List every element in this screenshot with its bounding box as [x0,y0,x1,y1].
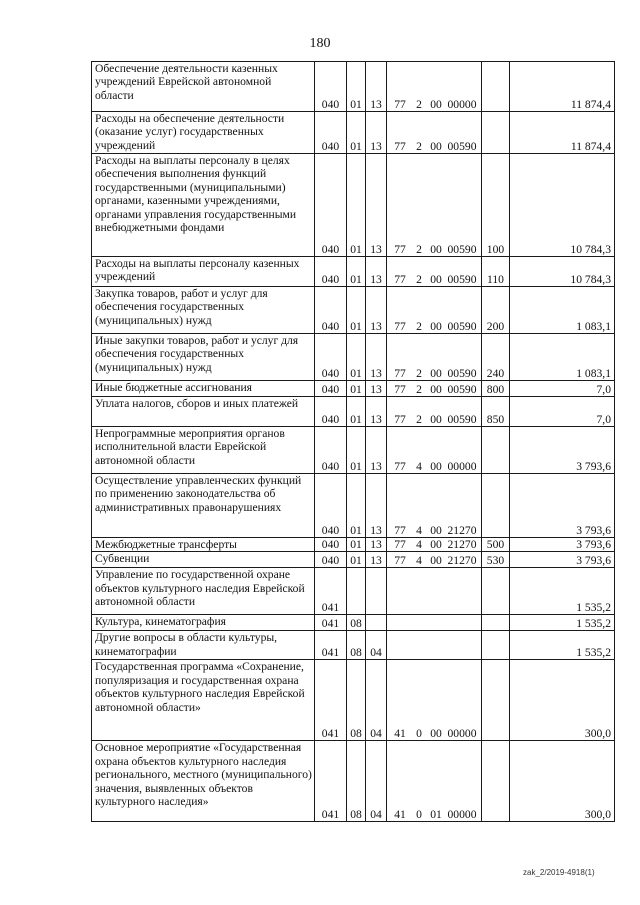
target-article-code [387,112,482,154]
target-subprogram-code: 2 [416,382,422,396]
row-name: Управление по государственной охране объектов культурного наследия Еврейской автономной области [92,568,315,615]
row-name: Межбюджетные трансферты [92,538,315,552]
target-main-code: 00 [430,366,442,380]
expense-type-code [482,427,510,474]
target-program-code: 77 [394,97,406,111]
subsection-code: 13 [366,538,387,552]
target-direction-code: 00590 [447,319,477,333]
subsection-code: 13 [366,552,387,568]
target-main-code: 01 [430,808,442,821]
row-name: Иные закупки товаров, работ и услуг для обеспечения государственных (муниципальных) нужд [92,334,315,381]
budget-table [91,61,615,822]
target-program-code: 77 [394,366,406,380]
expense-type-code: 530 [482,552,510,568]
target-main-code: 00 [430,459,442,473]
expense-type-code [482,62,510,112]
ministry-code: 040 [315,552,347,568]
subsection-code: 13 [366,397,387,427]
expense-type-code [482,660,510,741]
target-direction-code: 00590 [447,242,477,256]
subsection-code: 04 [366,660,387,741]
table-body [92,62,615,822]
target-article-code [387,615,482,631]
target-article-code [387,334,482,381]
ministry-code: 041 [315,660,347,741]
target-program-code: 77 [394,523,406,537]
subsection-code: 04 [366,741,387,822]
subsection-code: 13 [366,381,387,397]
amount-value: 3 793,6 [510,552,615,568]
section-code: 01 [347,397,366,427]
target-program-code: 77 [394,412,406,426]
ministry-code: 040 [315,397,347,427]
table-row [92,631,615,660]
target-main-code: 00 [430,242,442,256]
table-row [92,474,615,538]
target-program-code: 77 [394,554,406,567]
amount-value: 10 784,3 [510,154,615,257]
row-name: Обеспечение деятельности казенных учреждений Еврейской автономной области [92,62,315,112]
section-code: 08 [347,631,366,660]
amount-value: 300,0 [510,741,615,822]
table-row [92,62,615,112]
section-code: 01 [347,154,366,257]
target-direction-code: 21270 [447,523,477,537]
table-row [92,741,615,822]
target-article-code [387,381,482,397]
subsection-code: 13 [366,257,387,287]
target-main-code: 00 [430,97,442,111]
ministry-code: 040 [315,287,347,334]
subsection-code: 04 [366,631,387,660]
amount-value: 3 793,6 [510,474,615,538]
target-article-code [387,257,482,287]
target-article-code [387,631,482,660]
target-direction-code: 00590 [447,139,477,153]
amount-value: 10 784,3 [510,257,615,287]
amount-value: 1 535,2 [510,568,615,615]
target-direction-code: 00590 [447,366,477,380]
table-row [92,660,615,741]
target-article-code [387,287,482,334]
target-subprogram-code: 4 [416,523,422,537]
section-code: 08 [347,660,366,741]
ministry-code: 040 [315,62,347,112]
row-name: Иные бюджетные ассигнования [92,381,315,397]
target-direction-code: 00590 [447,412,477,426]
target-subprogram-code: 2 [416,366,422,380]
target-main-code: 00 [430,727,442,740]
section-code: 08 [347,741,366,822]
expense-type-code [482,615,510,631]
amount-value: 11 874,4 [510,62,615,112]
target-main-code: 00 [430,523,442,537]
ministry-code: 040 [315,154,347,257]
table-row [92,381,615,397]
page-number: 180 [309,36,331,51]
row-name: Закупка товаров, работ и услуг для обеспечения государственных (муниципальных) нужд [92,287,315,334]
amount-value: 1 083,1 [510,287,615,334]
ministry-code: 041 [315,615,347,631]
subsection-code: 13 [366,474,387,538]
target-subprogram-code: 2 [416,139,422,153]
table-row [92,257,615,287]
document-code: zak_2/2019-4918(1) [523,868,595,877]
target-main-code: 00 [430,272,442,286]
target-direction-code: 00000 [447,808,477,821]
ministry-code: 040 [315,474,347,538]
target-article-code [387,538,482,552]
target-article-code [387,568,482,615]
section-code: 01 [347,62,366,112]
section-code: 01 [347,287,366,334]
amount-value: 1 083,1 [510,334,615,381]
amount-value: 1 535,2 [510,615,615,631]
target-article-code [387,427,482,474]
target-article-code [387,741,482,822]
target-direction-code: 00000 [447,459,477,473]
ministry-code: 040 [315,427,347,474]
row-name: Расходы на выплаты персоналу казенных учреждений [92,257,315,287]
target-program-code: 77 [394,242,406,256]
section-code: 01 [347,257,366,287]
subsection-code: 13 [366,154,387,257]
table-row [92,552,615,568]
target-direction-code: 00000 [447,727,477,740]
section-code: 01 [347,381,366,397]
table-row [92,568,615,615]
row-name: Непрограммные мероприятия органов исполнительной власти Еврейской автономной области [92,427,315,474]
target-subprogram-code: 2 [416,272,422,286]
section-code [347,568,366,615]
target-main-code: 00 [430,382,442,396]
expense-type-code: 500 [482,538,510,552]
ministry-code: 041 [315,568,347,615]
target-article-code [387,62,482,112]
expense-type-code [482,741,510,822]
table-row [92,538,615,552]
ministry-code: 040 [315,334,347,381]
row-name: Государственная программа «Сохранение, популяризация и государственная охрана объектов культурного наследия Еврейской автономной области» [92,660,315,741]
expense-type-code: 100 [482,154,510,257]
target-program-code: 77 [394,319,406,333]
table-row [92,154,615,257]
expense-type-code [482,631,510,660]
target-subprogram-code: 2 [416,97,422,111]
table-row [92,397,615,427]
table-row [92,427,615,474]
table-row [92,615,615,631]
subsection-code [366,568,387,615]
target-main-code: 00 [430,139,442,153]
target-subprogram-code: 4 [416,538,422,551]
target-direction-code: 21270 [447,538,477,551]
target-main-code: 00 [430,412,442,426]
row-name: Расходы на обеспечение деятельности (оказание услуг) государственных учреждений [92,112,315,154]
target-subprogram-code: 4 [416,459,422,473]
target-direction-code: 00590 [447,272,477,286]
subsection-code: 13 [366,112,387,154]
row-name: Основное мероприятие «Государственная охрана объектов культурного наследия регионального, местного (муниципального) значения, выявленных объектов культурного наследия» [92,741,315,822]
expense-type-code: 110 [482,257,510,287]
target-article-code [387,660,482,741]
section-code: 01 [347,538,366,552]
row-name: Расходы на выплаты персоналу в целях обеспечения выполнения функций государственными (муниципальными) органами, казенными учреждениями, органами управления государственными внебюджетными фондами [92,154,315,257]
row-name: Культура, кинематография [92,615,315,631]
expense-type-code: 200 [482,287,510,334]
target-main-code: 00 [430,319,442,333]
target-subprogram-code: 0 [416,808,422,821]
target-subprogram-code: 4 [416,554,422,567]
row-name: Уплата налогов, сборов и иных платежей [92,397,315,427]
subsection-code: 13 [366,427,387,474]
ministry-code: 040 [315,257,347,287]
target-subprogram-code: 2 [416,412,422,426]
table-row [92,287,615,334]
target-direction-code: 00590 [447,382,477,396]
section-code: 08 [347,615,366,631]
ministry-code: 041 [315,631,347,660]
subsection-code: 13 [366,334,387,381]
ministry-code: 040 [315,381,347,397]
target-program-code: 41 [394,727,406,740]
target-main-code: 00 [430,538,442,551]
section-code: 01 [347,334,366,381]
target-direction-code: 21270 [447,554,477,567]
section-code: 01 [347,112,366,154]
target-program-code: 77 [394,382,406,396]
section-code: 01 [347,427,366,474]
expense-type-code: 800 [482,381,510,397]
row-name: Другие вопросы в области культуры, кинематографии [92,631,315,660]
table-row [92,112,615,154]
ministry-code: 040 [315,538,347,552]
target-program-code: 77 [394,538,406,551]
subsection-code: 13 [366,287,387,334]
amount-value: 7,0 [510,397,615,427]
expense-type-code: 850 [482,397,510,427]
target-article-code [387,154,482,257]
subsection-code: 13 [366,62,387,112]
target-program-code: 77 [394,139,406,153]
row-name: Субвенции [92,552,315,568]
amount-value: 7,0 [510,381,615,397]
ministry-code: 041 [315,741,347,822]
subsection-code [366,615,387,631]
target-program-code: 77 [394,459,406,473]
target-subprogram-code: 0 [416,727,422,740]
section-code: 01 [347,552,366,568]
ministry-code: 040 [315,112,347,154]
amount-value: 11 874,4 [510,112,615,154]
target-program-code: 41 [394,808,406,821]
section-code: 01 [347,474,366,538]
amount-value: 1 535,2 [510,631,615,660]
expense-type-code [482,474,510,538]
target-direction-code: 00000 [447,97,477,111]
target-article-code [387,552,482,568]
expense-type-code: 240 [482,334,510,381]
target-subprogram-code: 2 [416,242,422,256]
expense-type-code [482,112,510,154]
table-row [92,334,615,381]
target-article-code [387,397,482,427]
amount-value: 300,0 [510,660,615,741]
amount-value: 3 793,6 [510,427,615,474]
target-article-code [387,474,482,538]
row-name: Осуществление управленческих функций по применению законодательства об административных правонарушениях [92,474,315,538]
target-subprogram-code: 2 [416,319,422,333]
amount-value: 3 793,6 [510,538,615,552]
expense-type-code [482,568,510,615]
target-main-code: 00 [430,554,442,567]
target-program-code: 77 [394,272,406,286]
